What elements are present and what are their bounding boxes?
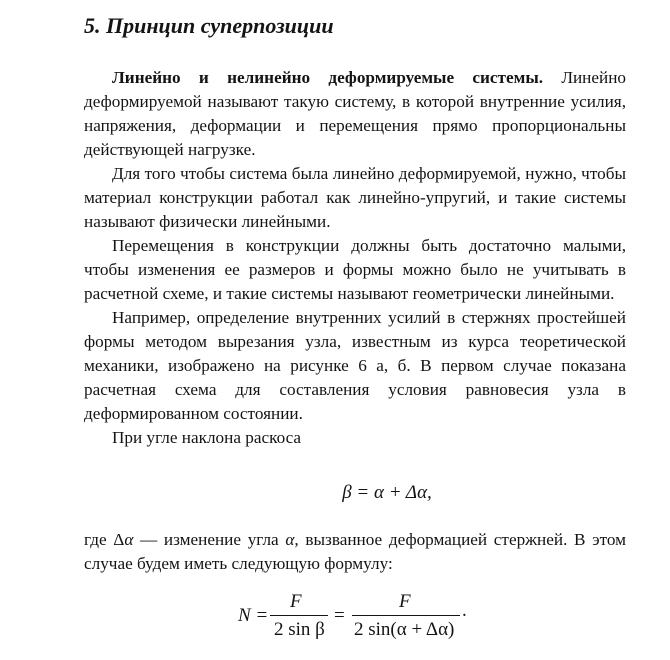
paragraph-brace-angle: При угле наклона раскоса	[112, 428, 302, 447]
paragraph-linear-systems-text: Линейно деформируемой называют такую систему, в которой внутренние усилия, напряжения, деформации и перемещения прямо пропорциональны действующей нагрузке.	[84, 68, 626, 159]
paragraph-delta-alpha-prefix: где Δ	[84, 530, 125, 549]
paragraph-geometric-linearity: Перемещения в конструкции должны быть достаточно малыми, чтобы изменения ее размеров и формы можно было не учитывать в расчетной схеме, и такие системы называют геометрически линейными.	[84, 236, 626, 303]
paragraph-lead-term: Линейно и нелинейно деформируемые системы.	[112, 68, 544, 87]
paragraph-linear-systems	[84, 66, 626, 162]
formula-equals: =	[334, 605, 345, 626]
formula-numerator-1: F	[290, 591, 302, 612]
formula-end-period: .	[462, 600, 467, 621]
formula-denominator-1: 2 sin β	[274, 619, 325, 640]
symbol-alpha: α	[124, 530, 134, 549]
paragraph-delta-alpha-mid: — изменение угла	[133, 530, 286, 549]
section-title: 5. Принцип суперпозиции	[84, 13, 334, 38]
paragraph-delta-alpha	[84, 528, 626, 576]
formula-n-lhs: N =	[238, 605, 269, 626]
paragraph-node-cutting-example: Например, определение внутренних усилий в стержнях простейшей формы методом вырезания узла, известным из курса теоретической механики, изображено на рисунке 6 а, б. В первом случае показана расчетная схема для составления условия равновесия узла в деформированном состоянии.	[84, 308, 626, 423]
fraction-bar-1	[270, 615, 328, 616]
document-page	[84, 0, 626, 640]
fraction-bar-2	[352, 615, 460, 616]
formula-denominator-2: 2 sin(α + Δα)	[354, 619, 455, 640]
paragraph-delta-alpha-suffix: , вызванное деформацией стержней. В этом случае будем иметь следующую формулу:	[84, 530, 626, 573]
formula-beta: β = α + Δα,	[342, 482, 432, 503]
paragraph-physical-linearity: Для того чтобы система была линейно деформируемой, нужно, чтобы материал конструкции работал как линейно-упругий, и такие системы называют физически линейными.	[84, 164, 626, 231]
formula-axial-force	[84, 588, 626, 644]
formula-numerator-2: F	[399, 591, 411, 612]
symbol-alpha: α	[285, 530, 295, 549]
